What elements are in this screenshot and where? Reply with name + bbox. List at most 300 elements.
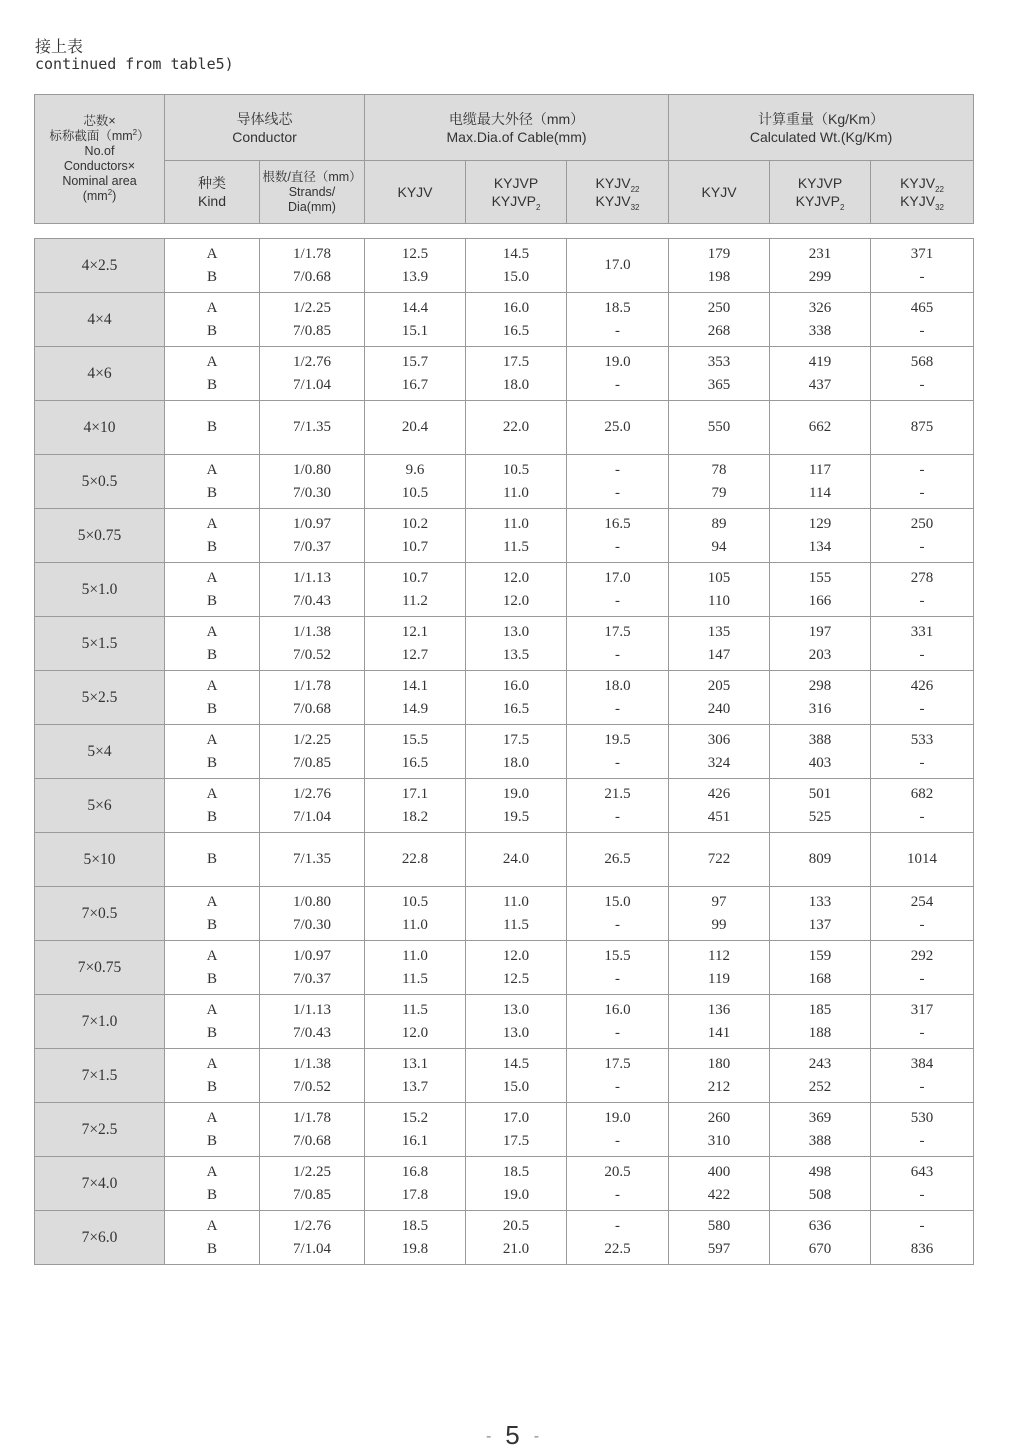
w3-value: 682 [910, 785, 934, 802]
w2-cell [770, 455, 871, 509]
strands-cell [260, 995, 365, 1049]
d2-value: 17.5 [502, 731, 530, 748]
header-strands: 根数/直径（mm） Strands/ Dia(mm) [260, 161, 365, 224]
w1-cell [669, 779, 770, 833]
w1-value: 112 [708, 947, 730, 964]
w2-value: 159 [808, 947, 832, 964]
d2-value: 19.0 [502, 785, 530, 802]
w1-value: 136 [707, 1001, 731, 1018]
header-size-en1: No.of [84, 144, 115, 158]
w1-value: 147 [707, 646, 731, 663]
d1-value: 9.6 [405, 461, 425, 478]
d3-cell [567, 617, 669, 671]
d2-value: 13.0 [502, 1001, 530, 1018]
kind-value: B [206, 1024, 217, 1041]
w3-value: - [919, 268, 925, 285]
header-dia-kyjv22: $KYJV_{22}$ $KYJV_{32}$ [567, 161, 669, 224]
table-row [35, 671, 974, 725]
w2-cell [770, 941, 871, 995]
w2-value: 525 [808, 808, 832, 825]
d1-value: 16.5 [401, 754, 429, 771]
w3-value: 533 [910, 731, 934, 748]
w2-value: 670 [808, 1240, 832, 1257]
d3-value: - [615, 1078, 620, 1095]
d3-cell [567, 1049, 669, 1103]
size-cell: 5×0.75 [35, 509, 165, 563]
d2-cell [466, 293, 567, 347]
d2-value: 24.0 [502, 851, 530, 867]
w2-value: 662 [808, 419, 832, 435]
d2-value: 19.0 [502, 1186, 530, 1203]
d3-value: 16.0 [604, 1001, 631, 1018]
d3-value: - [615, 538, 620, 555]
kind-value: A [206, 569, 218, 586]
w3-value: - [919, 700, 925, 717]
d2-value: 12.5 [502, 970, 530, 987]
size-cell: 5×2.5 [35, 671, 165, 725]
strands-value: 7/1.04 [293, 1240, 331, 1257]
d3-value: - [615, 1132, 620, 1149]
w1-value: 94 [711, 538, 727, 555]
w3-value: - [919, 1078, 925, 1095]
table-row [35, 725, 974, 779]
kind-value: B [206, 1186, 217, 1203]
size-cell: 4×6 [35, 347, 165, 401]
d1-cell [365, 617, 466, 671]
w1-value: 105 [707, 569, 731, 586]
w2-value: 231 [808, 245, 832, 262]
d3-cell [567, 455, 669, 509]
d3-value: 25.0 [604, 419, 631, 435]
d2-cell [466, 1103, 567, 1157]
w1-value: 180 [707, 1055, 731, 1072]
d1-value: 18.5 [401, 1217, 429, 1234]
strands-cell [260, 941, 365, 995]
d1-cell [365, 671, 466, 725]
w2-cell [770, 887, 871, 941]
kind-value: A [206, 785, 218, 802]
strands-value: 1/1.38 [293, 1055, 331, 1072]
d1-value: 15.1 [401, 322, 429, 339]
w1-value: 365 [707, 376, 731, 393]
w3-value: 875 [910, 419, 934, 435]
d1-value: 11.2 [402, 592, 428, 609]
table-row [35, 347, 974, 401]
kind-cell [165, 671, 260, 725]
d2-value: 12.0 [502, 592, 530, 609]
w3-value: - [919, 808, 925, 825]
d1-value: 17.8 [401, 1186, 429, 1203]
kind-value: A [206, 245, 218, 262]
d1-value: 12.7 [401, 646, 429, 663]
d3-cell [567, 1211, 669, 1265]
header-wt-kyjv: KYJV [669, 161, 770, 224]
d1-value: 14.4 [401, 299, 429, 316]
d3-value: 19.0 [604, 353, 631, 370]
w2-value: 809 [808, 851, 832, 867]
d1-value: 20.4 [401, 419, 429, 435]
w3-cell [871, 1049, 974, 1103]
kind-cell [165, 1049, 260, 1103]
w1-value: 306 [707, 731, 731, 748]
strands-value: 7/0.30 [293, 916, 331, 933]
d3-value: - [615, 916, 620, 933]
w2-value: 501 [808, 785, 832, 802]
d3-cell [567, 995, 669, 1049]
w1-cell [669, 671, 770, 725]
strands-cell [260, 401, 365, 455]
w1-value: 135 [707, 623, 731, 640]
d2-cell [466, 941, 567, 995]
d2-cell [466, 671, 567, 725]
d2-value: 11.0 [503, 893, 529, 910]
d1-value: 15.5 [401, 731, 429, 748]
d1-cell [365, 995, 466, 1049]
w3-cell [871, 1157, 974, 1211]
strands-cell [260, 293, 365, 347]
d2-cell [466, 1049, 567, 1103]
kind-value: B [206, 808, 217, 825]
page-footer [0, 1420, 1025, 1451]
w3-value: - [919, 1186, 925, 1203]
kind-value: A [206, 515, 218, 532]
w2-cell [770, 239, 871, 293]
strands-cell [260, 887, 365, 941]
d3-value: 20.5 [604, 1163, 631, 1180]
d3-value: 26.5 [604, 851, 631, 867]
kind-value: A [206, 623, 218, 640]
w2-value: 134 [808, 538, 832, 555]
kind-value: A [206, 731, 218, 748]
kind-value: B [206, 1240, 217, 1257]
d1-cell [365, 455, 466, 509]
table-row [35, 239, 974, 293]
w3-value: - [919, 754, 925, 771]
w2-cell [770, 617, 871, 671]
kind-value: A [206, 299, 218, 316]
d3-value: 15.0 [604, 893, 631, 910]
d1-value: 14.1 [401, 677, 429, 694]
d3-value: 16.5 [604, 515, 631, 532]
d1-cell [365, 1211, 466, 1265]
d2-cell [466, 725, 567, 779]
d1-value: 11.5 [402, 1001, 428, 1018]
d1-value: 16.1 [401, 1132, 429, 1149]
w2-value: 508 [808, 1186, 832, 1203]
d3-value: 17.5 [604, 1055, 631, 1072]
d3-value: - [615, 592, 620, 609]
d1-value: 10.7 [401, 538, 429, 555]
d1-cell [365, 1103, 466, 1157]
w1-value: 324 [707, 754, 731, 771]
w2-value: 197 [808, 623, 832, 640]
kind-value: A [206, 1163, 218, 1180]
w2-value: 188 [808, 1024, 832, 1041]
w3-cell [871, 833, 974, 887]
d1-value: 22.8 [401, 851, 429, 867]
size-cell: 7×2.5 [35, 1103, 165, 1157]
d1-cell [365, 293, 466, 347]
kind-cell [165, 833, 260, 887]
kind-cell [165, 401, 260, 455]
w1-value: 78 [711, 461, 727, 478]
d3-cell [567, 833, 669, 887]
d2-value: 17.5 [502, 1132, 530, 1149]
kind-value: B [206, 268, 217, 285]
kind-value: A [206, 677, 218, 694]
table-row [35, 887, 974, 941]
header-size-en4: $(mm^2)$ [82, 187, 117, 203]
w2-value: 498 [808, 1163, 832, 1180]
d1-cell [365, 239, 466, 293]
w3-value: - [919, 592, 925, 609]
w1-value: 260 [707, 1109, 731, 1126]
d1-value: 18.2 [401, 808, 429, 825]
strands-value: 1/1.78 [293, 1109, 331, 1126]
w3-value: - [919, 538, 925, 555]
strands-cell [260, 1157, 365, 1211]
kind-value: A [206, 1055, 218, 1072]
strands-value: 1/1.13 [293, 1001, 331, 1018]
w2-cell [770, 347, 871, 401]
kind-value: B [206, 970, 217, 987]
w1-cell [669, 887, 770, 941]
d2-value: 14.5 [502, 245, 530, 262]
w3-value: 465 [910, 299, 934, 316]
strands-value: 7/0.52 [293, 1078, 331, 1095]
d2-cell [466, 617, 567, 671]
d2-cell [466, 887, 567, 941]
w3-cell [871, 779, 974, 833]
strands-value: 1/1.38 [293, 623, 331, 640]
w3-cell [871, 725, 974, 779]
d2-value: 10.5 [502, 461, 530, 478]
strands-value: 7/0.68 [293, 700, 331, 717]
size-cell: 5×1.0 [35, 563, 165, 617]
d2-value: 20.5 [502, 1217, 530, 1234]
d3-cell [567, 563, 669, 617]
d3-cell [567, 239, 669, 293]
w3-value: - [919, 322, 925, 339]
kind-value: B [206, 1132, 217, 1149]
w3-value: - [919, 916, 925, 933]
d2-value: 21.0 [502, 1240, 530, 1257]
w2-cell [770, 995, 871, 1049]
w1-cell [669, 509, 770, 563]
w1-cell [669, 1103, 770, 1157]
w1-value: 597 [707, 1240, 731, 1257]
w2-cell [770, 1103, 871, 1157]
w3-cell [871, 347, 974, 401]
w1-value: 250 [707, 299, 731, 316]
size-cell: 7×0.75 [35, 941, 165, 995]
d1-value: 10.5 [401, 893, 429, 910]
w3-cell [871, 239, 974, 293]
w3-cell [871, 995, 974, 1049]
kind-cell [165, 455, 260, 509]
d1-cell [365, 509, 466, 563]
kind-value: A [206, 353, 218, 370]
d3-value: 18.5 [604, 299, 631, 316]
d1-cell [365, 725, 466, 779]
w2-value: 252 [808, 1078, 832, 1095]
header-max-dia: 电缆最大外径（mm） Max.Dia.of Cable(mm) [365, 95, 669, 161]
strands-value: 7/0.68 [293, 268, 331, 285]
d2-value: 18.0 [502, 376, 530, 393]
w2-cell [770, 509, 871, 563]
size-cell: 7×1.5 [35, 1049, 165, 1103]
d3-value: 21.5 [604, 785, 631, 802]
kind-cell [165, 239, 260, 293]
d1-value: 13.1 [401, 1055, 429, 1072]
w2-value: 114 [809, 484, 831, 501]
w2-value: 437 [808, 376, 832, 393]
kind-cell [165, 941, 260, 995]
w2-value: 129 [808, 515, 832, 532]
strands-value: 7/1.04 [293, 808, 331, 825]
strands-value: 7/0.30 [293, 484, 331, 501]
w2-cell [770, 401, 871, 455]
w1-value: 212 [707, 1078, 731, 1095]
w1-value: 422 [707, 1186, 731, 1203]
w3-cell [871, 887, 974, 941]
kind-value: A [206, 1217, 218, 1234]
d1-value: 19.8 [401, 1240, 429, 1257]
kind-value: B [206, 1078, 217, 1095]
strands-cell [260, 1103, 365, 1157]
d2-value: 16.0 [502, 677, 530, 694]
w2-cell [770, 779, 871, 833]
kind-value: A [206, 1001, 218, 1018]
header-size-en2: Conductors× [63, 159, 136, 173]
table-row [35, 995, 974, 1049]
w2-value: 155 [808, 569, 832, 586]
w3-cell [871, 1211, 974, 1265]
w3-value: - [919, 1132, 925, 1149]
kind-value: A [206, 1109, 218, 1126]
d3-cell [567, 725, 669, 779]
d2-value: 13.5 [502, 646, 530, 663]
w2-cell [770, 563, 871, 617]
strands-cell [260, 725, 365, 779]
w2-value: 326 [808, 299, 832, 316]
d2-value: 12.0 [502, 947, 530, 964]
header-dia-kyjv: KYJV [365, 161, 466, 224]
d3-value: 19.5 [604, 731, 631, 748]
w1-cell [669, 995, 770, 1049]
d2-cell [466, 1157, 567, 1211]
w3-value: 317 [910, 1001, 934, 1018]
d3-value: - [615, 970, 620, 987]
w2-value: 369 [808, 1109, 832, 1126]
table-row [35, 1211, 974, 1265]
size-cell: 7×0.5 [35, 887, 165, 941]
d2-cell [466, 509, 567, 563]
header-size [35, 95, 165, 224]
w1-cell [669, 617, 770, 671]
w2-cell [770, 1157, 871, 1211]
strands-value: 7/0.52 [293, 646, 331, 663]
d2-cell [466, 401, 567, 455]
w1-value: 400 [707, 1163, 731, 1180]
w1-value: 141 [707, 1024, 731, 1041]
w3-value: 278 [910, 569, 934, 586]
w2-value: 166 [808, 592, 832, 609]
d2-value: 15.0 [502, 1078, 530, 1095]
w2-cell [770, 833, 871, 887]
table-row [35, 1049, 974, 1103]
strands-value: 7/0.37 [293, 970, 331, 987]
d1-value: 16.8 [401, 1163, 429, 1180]
d2-cell [466, 455, 567, 509]
kind-cell [165, 293, 260, 347]
w3-value: - [919, 646, 925, 663]
kind-value: B [206, 322, 217, 339]
d3-value: - [615, 1186, 620, 1203]
d1-value: 15.2 [401, 1109, 429, 1126]
w3-value: 371 [910, 245, 934, 262]
kind-cell [165, 347, 260, 401]
w3-value: 1014 [907, 851, 937, 867]
w1-value: 179 [707, 245, 731, 262]
w2-value: 388 [808, 1132, 832, 1149]
strands-value: 7/0.43 [293, 1024, 331, 1041]
strands-value: 1/2.25 [293, 1163, 331, 1180]
size-cell: 5×4 [35, 725, 165, 779]
w3-value: 254 [910, 893, 934, 910]
d2-cell [466, 833, 567, 887]
w1-cell [669, 1211, 770, 1265]
d1-cell [365, 941, 466, 995]
table-header [34, 94, 974, 224]
d1-cell [365, 779, 466, 833]
d3-value: - [615, 646, 620, 663]
d1-value: 16.7 [401, 376, 429, 393]
d1-value: 10.7 [401, 569, 429, 586]
d1-cell [365, 1049, 466, 1103]
w1-cell [669, 239, 770, 293]
kind-value: B [206, 484, 217, 501]
d2-cell [466, 779, 567, 833]
size-cell: 5×10 [35, 833, 165, 887]
table-row [35, 833, 974, 887]
w1-cell [669, 833, 770, 887]
strands-cell [260, 1049, 365, 1103]
size-cell: 7×6.0 [35, 1211, 165, 1265]
d2-value: 16.5 [502, 322, 530, 339]
w3-cell [871, 1103, 974, 1157]
caption-continued-en: continued from table5) [35, 55, 234, 73]
d2-value: 15.0 [502, 268, 530, 285]
strands-value: 1/0.97 [293, 947, 331, 964]
kind-value: B [206, 851, 217, 867]
d1-value: 14.9 [401, 700, 429, 717]
w1-value: 426 [707, 785, 731, 802]
d2-value: 17.0 [502, 1109, 530, 1126]
strands-value: 7/0.68 [293, 1132, 331, 1149]
d1-cell [365, 1157, 466, 1211]
w3-value: - [919, 484, 925, 501]
d1-cell [365, 401, 466, 455]
strands-value: 7/0.43 [293, 592, 331, 609]
w1-cell [669, 1049, 770, 1103]
d1-value: 13.9 [401, 268, 429, 285]
w1-cell [669, 293, 770, 347]
data-table [34, 238, 974, 1265]
kind-cell [165, 1157, 260, 1211]
d3-cell [567, 509, 669, 563]
w3-cell [871, 941, 974, 995]
